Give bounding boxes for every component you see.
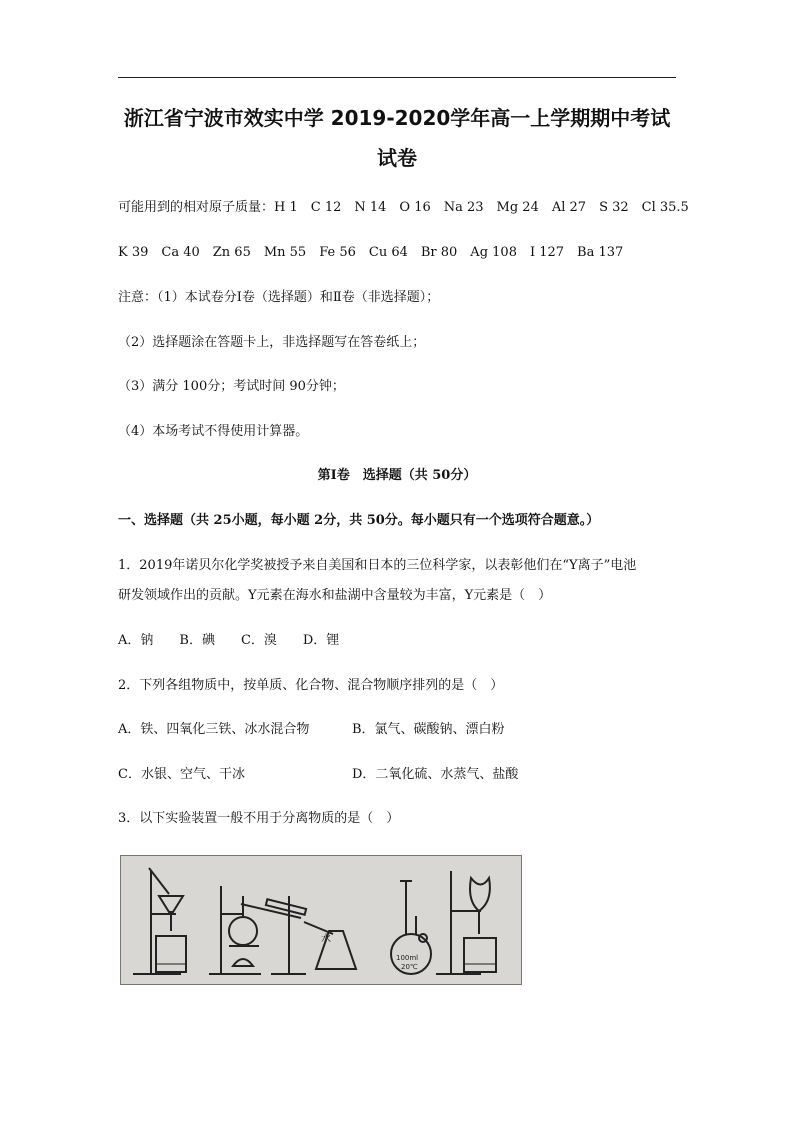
q2-option-c: C．水银、空气、干冰 [118,767,245,782]
note-2: （2）选择题涂在答题卡上，非选择题写在答卷纸上； [118,335,426,350]
atomic-mass-line1: 可能用到的相对原子质量：H 1 C 12 N 14 O 16 Na 23 Mg 24 Al 27 S 32 Cl 35.5 [118,200,689,215]
part-heading: 一、选择题（共 25小题，每小题 2分，共 50分。每小题只有一个选项符合题意。） [118,513,600,528]
header-rule [118,77,676,78]
q2-stem: 2．下列各组物质中，按单质、化合物、混合物顺序排列的是（ ） [118,678,504,693]
q3-apparatus-figure [120,855,522,985]
flask-volume-label: 100ml [396,954,419,962]
section-title: 第Ⅰ卷 选择题（共 50分） [317,468,477,483]
q3-stem: 3．以下实验装置一般不用于分离物质的是（ ） [118,811,400,826]
flask-temp-label: 20℃ [401,963,418,971]
note-1: 注意：（1）本试卷分Ⅰ卷（选择题）和Ⅱ卷（非选择题）； [118,290,440,305]
q2-option-d: D．二氧化硫、水蒸气、盐酸 [352,767,519,782]
q2-option-a: A．铁、四氧化三铁、冰水混合物 [118,722,310,737]
water-label: 水 [321,934,331,945]
q1-stem-line1: 1．2019年诺贝尔化学奖被授予来自美国和日本的三位科学家，以表彰他们在“Y离子”电池 [118,558,637,573]
separatory-funnel-icon [436,871,496,974]
q1-options: A．钠 B．碘 C．溴 D．锂 [118,633,340,648]
page-title-line2: 试卷 [377,146,417,170]
note-3: （3）满分 100分；考试时间 90分钟； [118,379,345,394]
page-title-line1: 浙江省宁波市效实中学 2019-2020学年高一上学期期中考试 [123,106,671,130]
atomic-mass-line2: K 39 Ca 40 Zn 65 Mn 55 Fe 56 Cu 64 Br 80 Ag 108 I 127 Ba 137 [118,245,624,260]
note-4: （4）本场考试不得使用计算器。 [118,424,309,439]
q1-stem-line2: 研发领域作出的贡献。Y元素在海水和盐湖中含量较为丰富，Y元素是（ ） [118,588,552,603]
q2-option-b: B．氯气、碳酸钠、漂白粉 [352,722,505,737]
distillation-apparatus-icon [209,886,356,974]
filtration-apparatus-icon [133,868,186,974]
